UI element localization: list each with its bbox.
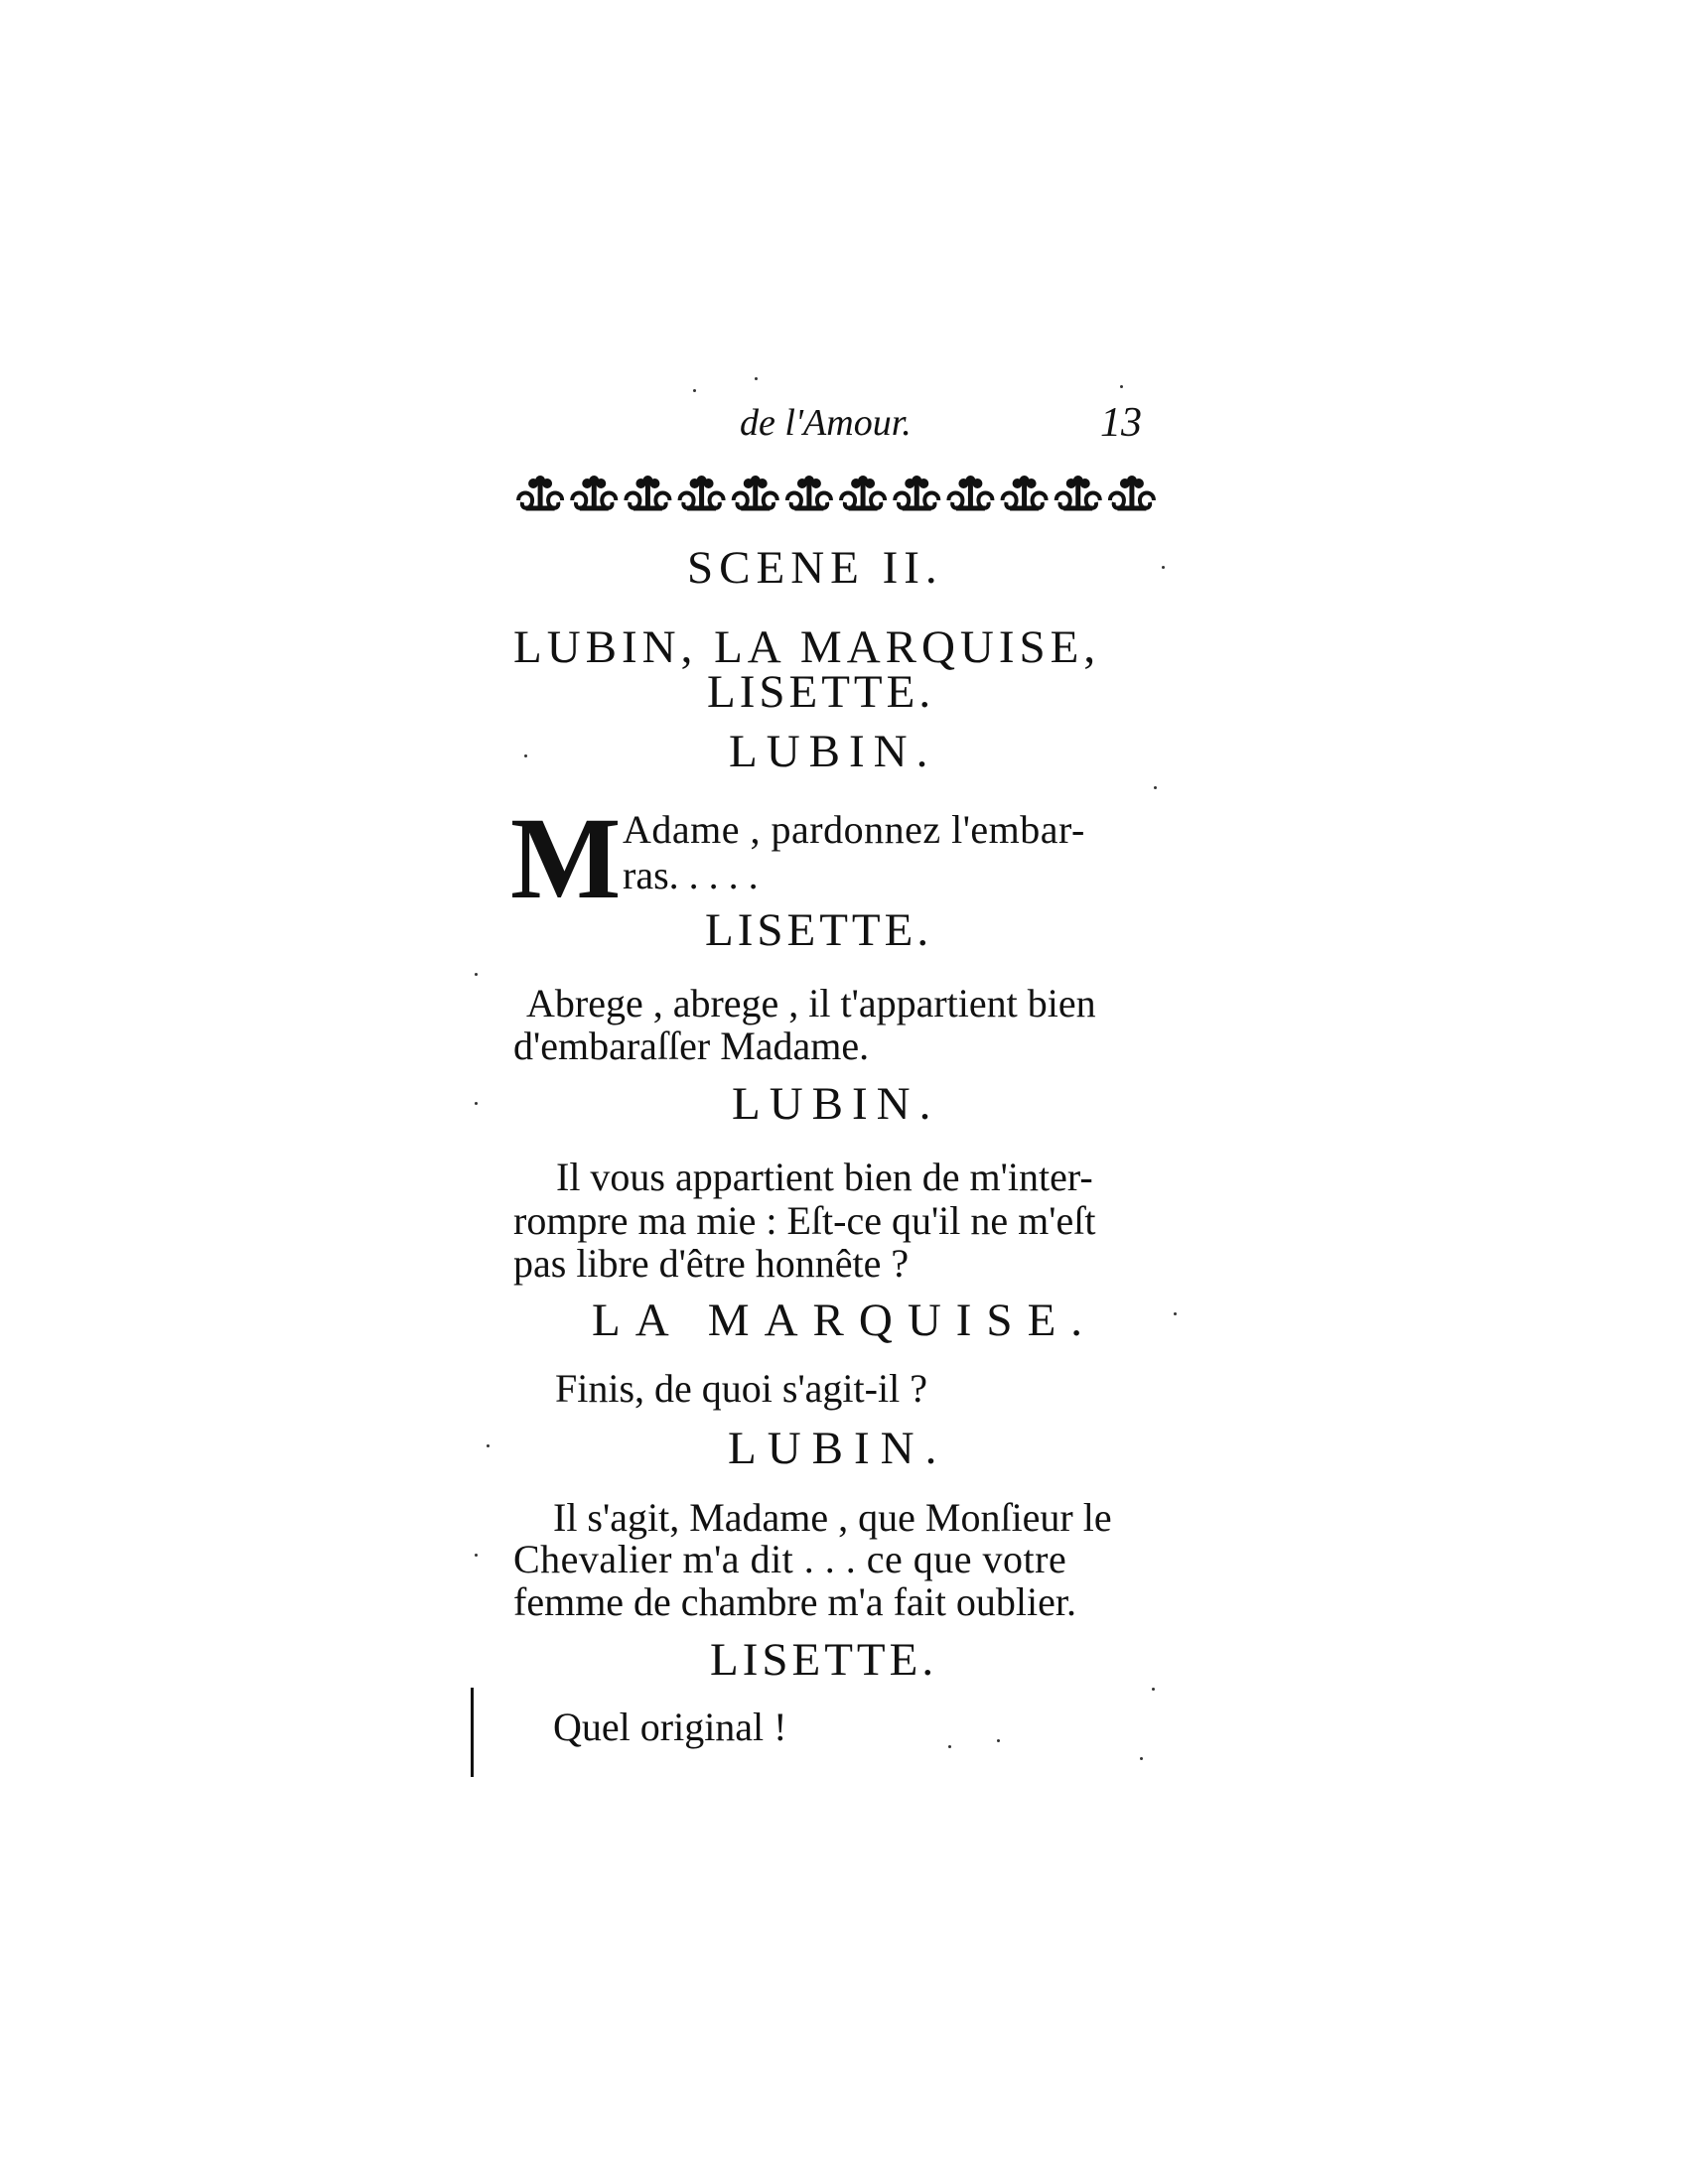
fleuron-motif [680,477,724,511]
ink-speck [475,1554,478,1557]
dialogue-line: Finis, de quoi s'agit-il ? [555,1366,927,1411]
ink-speck [475,1102,478,1105]
fleuron-motif [518,477,562,511]
binding-margin-line [471,1688,474,1777]
ink-speck [1174,1312,1177,1315]
dialogue-line: Adame , pardonnez l'embar- [623,807,1085,852]
speaker-label: LA MARQUISE. [592,1295,1098,1346]
fleuron-motif [895,477,938,511]
fleuron-motif [1056,477,1100,511]
scene-title: SCENE II. [687,542,943,594]
ink-speck [1162,566,1165,569]
ink-speck [1154,786,1157,789]
ink-speck [693,389,696,392]
ink-speck [1120,385,1123,388]
dialogue-line: rompre ma mie : Eſt-ce qu'il ne m'eſt [513,1198,1096,1243]
ink-speck [475,973,478,976]
speaker-label: LUBIN. [729,726,937,777]
ink-speck [487,1444,490,1447]
dialogue-line: ras. . . . . [623,853,759,897]
ink-speck [524,754,527,757]
fleuron-motif [948,477,992,511]
cast-list-line-2: LISETTE. [707,666,935,718]
cast-list-line-1: LUBIN, LA MARQUISE, [513,621,1101,673]
fleuron-motif [787,477,831,511]
speaker-label: LUBIN. [732,1078,940,1130]
ink-speck [1140,1757,1143,1760]
fleuron-motif [1003,477,1047,511]
fleuron-motif [626,477,669,511]
dialogue-line: Il vous appartient bien de m'inter- [556,1155,1093,1199]
running-title: de l'Amour. [740,402,912,444]
page-number: 13 [1100,400,1142,446]
fleuron-motif [572,477,616,511]
ink-speck [1152,1688,1155,1691]
fleuron-motif [841,477,885,511]
fleuron-motif [1110,477,1154,511]
dialogue-line: pas libre d'être honnête ? [513,1241,910,1286]
dialogue-line: Il s'agit, Madame , que Monſieur le [553,1495,1112,1540]
speaker-label: LUBIN. [728,1423,948,1474]
ink-speck [755,377,758,380]
speaker-label: LISETTE. [710,1634,938,1686]
dialogue-line: d'embaraſſer Madame. [513,1024,870,1068]
fleuron-motif [734,477,777,511]
ink-speck [997,1739,1000,1742]
fleuron-ornament-band [513,475,1159,518]
speaker-label: LISETTE. [705,904,933,956]
ink-speck [948,1745,951,1748]
dialogue-line: Chevalier m'a dit . . . ce que votre [513,1537,1067,1581]
dialogue-line: Abrege , abrege , il t'appartient bien [526,981,1096,1025]
drop-cap: M [510,793,622,923]
dialogue-line: femme de chambre m'a fait oublier. [513,1579,1076,1624]
dialogue-line: Quel original ! [553,1705,787,1749]
